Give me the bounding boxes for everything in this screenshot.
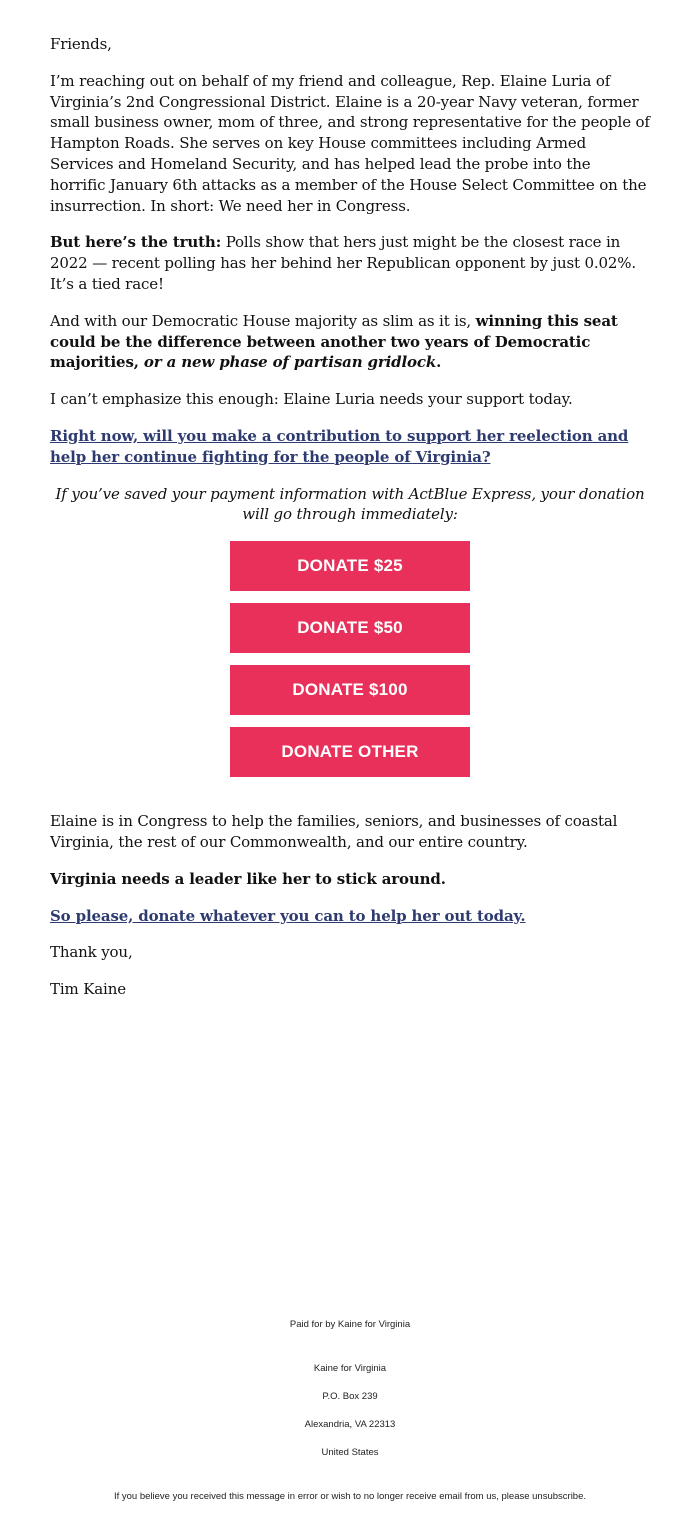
contribution-link[interactable]: Right now, will you make a contribution to support her reelection and help her continue fighting for the people of Virginia?	[50, 426, 629, 466]
signature: Tim Kaine	[50, 980, 126, 999]
emphasize-paragraph: I can’t emphasize this enough: Elaine Luria needs your support today.	[50, 390, 573, 409]
footer-city: Alexandria, VA 22313	[304, 1419, 396, 1430]
majority-paragraph	[50, 311, 650, 373]
truth-body: Polls show that hers just might be the closest race in 2022 — recent polling has her behind her Republican opponent by just 0.02%. It’s a tied race!	[50, 233, 637, 293]
leader-line: Virginia needs a leader like her to stick around.	[50, 869, 446, 888]
greeting: Friends,	[50, 35, 112, 53]
majority-bold: winning this seat could be the difference between another two years of Democratic majorities,	[50, 311, 618, 372]
majority-end: .	[436, 353, 442, 372]
cta-paragraph	[50, 426, 650, 468]
closing-paragraph: Elaine is in Congress to help the families, seniors, and businesses of coastal Virginia, the rest of our Commonwealth, and our entire country.	[50, 812, 618, 851]
footer-country: United States	[321, 1447, 379, 1458]
majority-italic: or a new phase of partisan gridlock	[143, 353, 437, 372]
thanks: Thank you,	[50, 943, 133, 962]
footer-org: Kaine for Virginia	[313, 1363, 387, 1374]
donate-50-button[interactable]: DONATE $50	[230, 603, 470, 653]
email-body	[50, 34, 650, 1016]
donate-other-button[interactable]: DONATE OTHER	[230, 727, 470, 777]
donate-link-paragraph	[50, 906, 650, 927]
footer-po-box: P.O. Box 239	[322, 1391, 378, 1402]
donate-100-button[interactable]: DONATE $100	[230, 665, 470, 715]
truth-lead: But here’s the truth:	[50, 233, 222, 252]
unsubscribe-link[interactable]: If you believe you received this message in error or wish to no longer receive email from us, please unsubscribe.	[113, 1491, 587, 1502]
donate-today-link[interactable]: So please, donate whatever you can to help her out today.	[50, 906, 526, 925]
paid-for-disclaimer: Paid for by Kaine for Virginia	[289, 1319, 411, 1330]
majority-lead: And with our Democratic House majority as slim as it is,	[50, 311, 476, 330]
truth-paragraph	[50, 232, 650, 294]
donate-button-group	[50, 541, 650, 789]
unsubscribe-notice	[0, 1491, 700, 1502]
intro-paragraph: I’m reaching out on behalf of my friend and colleague, Rep. Elaine Luria of Virginia’s 2nd Congressional District. Elaine is a 20-year Navy veteran, former small business owner, mom of three, and strong representative for the people of Hampton Roads. She serves on key House committees including Armed Services and Homeland Security, and has helped lead the probe into the horrific January 6th attacks as a member of the House Select Committee on the insurrection. In short: We need her in Congress.	[50, 71, 650, 215]
donate-25-button[interactable]: DONATE $25	[230, 541, 470, 591]
express-note: If you’ve saved your payment information with ActBlue Express, your donation will go through immediately:	[55, 484, 645, 524]
